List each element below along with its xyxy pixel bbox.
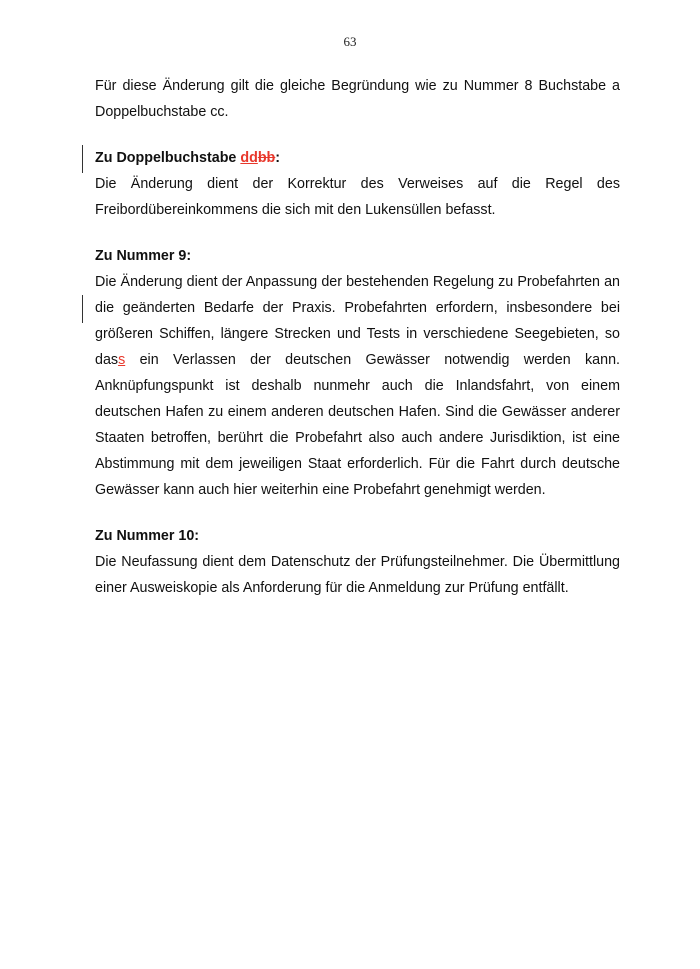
inserted-text: dd [240, 150, 258, 166]
doppelbuchstabe-paragraph: Die Änderung dient der Korrektur des Verweises auf die Regel des Freibordübereinkommens die sich mit den Lukensüllen befasst. [95, 176, 620, 218]
intro-section [95, 73, 620, 125]
doppelbuchstabe-heading [95, 145, 620, 171]
nummer10-section [95, 523, 620, 601]
nummer9-heading: Zu Nummer 9: [95, 248, 192, 264]
heading-prefix: Zu Doppelbuchstabe [95, 150, 241, 166]
inserted-text: s [118, 352, 126, 368]
change-bar [82, 295, 83, 323]
nummer9-section [95, 243, 620, 503]
heading-suffix: : [275, 150, 281, 166]
change-bar [82, 145, 83, 173]
deleted-text: bb [257, 150, 276, 166]
intro-paragraph: Für diese Änderung gilt die gleiche Begründung wie zu Nummer 8 Buchstabe a Doppelbuchstabe cc. [95, 78, 620, 120]
nummer9-text-part2: ein Verlassen der deutschen Gewässer notwendig werden kann. Anknüpfungspunkt ist deshalb nunmehr auch die Inlandsfahrt, von einem deutschen Hafen zu einem anderen deutschen Hafen. Sind die Gewässer anderer Staaten betroffen, berührt die Probefahrt also auch andere Jurisdiktion, ist eine Abstimmung mit dem jeweiligen Staat erforderlich. Für die Fahrt durch deutsche Gewässer kann auch hier weiterhin eine Probefahrt genehmigt werden. [95, 352, 620, 498]
nummer10-heading: Zu Nummer 10: [95, 528, 200, 544]
page-number: 63 [343, 34, 357, 49]
doppelbuchstabe-section [95, 145, 620, 223]
nummer9-text-part1: Die Änderung dient der Anpassung der bestehenden Regelung zu Probefahrten an die geänderten Bedarfe der Praxis. Probefahrten erfordern, insbesondere bei größeren Schiffen, längere Strecken und Tests in verschiedene Seegebieten, so das [95, 274, 620, 368]
nummer10-paragraph: Die Neufassung dient dem Datenschutz der Prüfungsteilnehmer. Die Übermittlung einer Ausweiskopie als Anforderung für die Anmeldung zur Prüfung entfällt. [95, 554, 620, 596]
nummer9-paragraph [95, 269, 620, 503]
document-body [95, 73, 620, 601]
